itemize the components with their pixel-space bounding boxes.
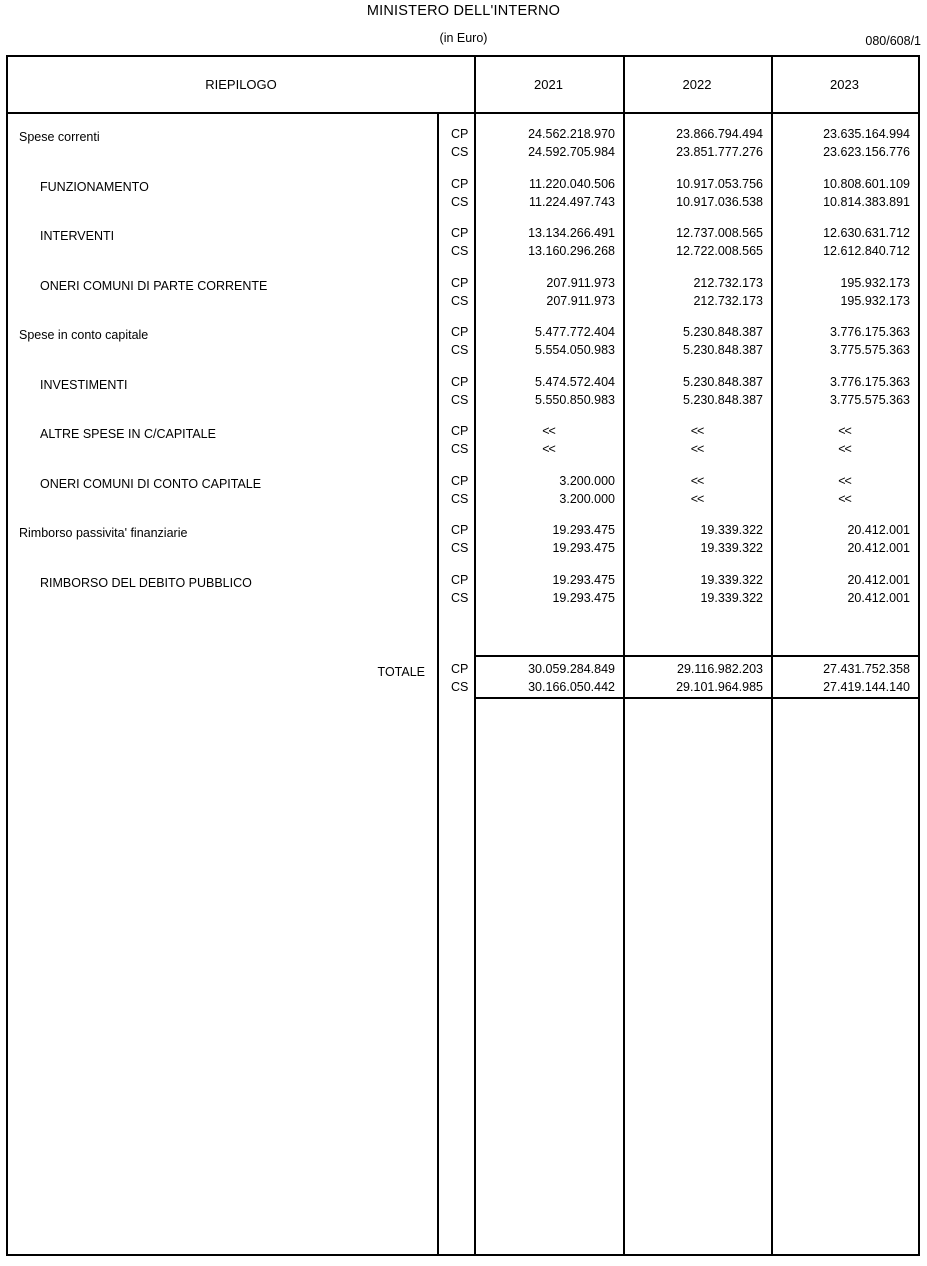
cell-cs-y2022: 12.722.008.565	[676, 244, 763, 258]
cell-cp-y2023: 20.412.001	[847, 523, 910, 537]
row-tag-cp: CP	[451, 226, 469, 240]
table-row	[8, 124, 918, 162]
cell-cs-y2021: 11.224.497.743	[529, 194, 615, 209]
cell-cs-y2022: 29.101.964.985	[676, 680, 763, 694]
table-total-row	[8, 659, 918, 697]
cell-cs-y2021: <<	[542, 442, 555, 456]
total-label: TOTALE	[377, 665, 425, 679]
cell-cs-y2022: <<	[690, 491, 704, 506]
cell-cs-y2022: 19.339.322	[700, 590, 763, 605]
cell-cp-y2022: 19.339.322	[700, 572, 763, 587]
cell-cp-y2022: 10.917.053.756	[676, 176, 763, 191]
table-row	[8, 520, 918, 558]
row-tag-cs: CS	[451, 491, 469, 506]
cell-cp-y2021: 13.134.266.491	[528, 226, 615, 240]
total-row-top-rule	[474, 655, 918, 657]
table-row	[8, 322, 918, 360]
cell-cp-y2022: 5.230.848.387	[683, 374, 763, 389]
row-tag-cs: CS	[451, 244, 469, 258]
table-header-row	[8, 57, 918, 114]
cell-cs-y2021: 5.554.050.983	[535, 343, 615, 357]
table-row	[8, 174, 918, 212]
cell-cp-y2021: 11.220.040.506	[529, 176, 615, 191]
cell-cs-y2023: 10.814.383.891	[823, 194, 910, 209]
cell-cs-y2021: 24.592.705.984	[528, 145, 615, 159]
cell-cs-y2023: <<	[838, 442, 851, 456]
cell-cs-y2022: 23.851.777.276	[676, 145, 763, 159]
row-label: ONERI COMUNI DI CONTO CAPITALE	[40, 476, 262, 491]
cell-cp-y2023: <<	[838, 473, 851, 488]
budget-summary-table	[6, 55, 920, 1256]
row-tag-cs: CS	[451, 590, 469, 605]
cell-cs-y2022: 19.339.322	[700, 541, 763, 555]
column-header-2021: 2021	[534, 77, 563, 92]
row-label: Rimborso passivita' finanziarie	[19, 526, 188, 540]
cell-cs-y2023: 20.412.001	[847, 541, 910, 555]
table-row	[8, 372, 918, 410]
row-label: ALTRE SPESE IN C/CAPITALE	[40, 427, 216, 441]
row-tag-cp: CP	[451, 325, 469, 339]
cell-cs-y2022: 5.230.848.387	[683, 343, 763, 357]
row-tag-cs: CS	[451, 194, 469, 209]
cell-cs-y2023: 3.775.575.363	[830, 392, 910, 407]
cell-cs-y2022: 212.732.173	[693, 293, 763, 308]
table-body	[8, 114, 918, 1254]
column-header-riepilogo: RIEPILOGO	[205, 77, 277, 92]
table-row	[8, 570, 918, 608]
cell-cs-y2021: 13.160.296.268	[528, 244, 615, 258]
row-tag-cs: CS	[451, 680, 469, 694]
cell-cp-y2023: 23.635.164.994	[823, 127, 910, 141]
cell-cp-y2022: 5.230.848.387	[683, 325, 763, 339]
row-tag-cp: CP	[451, 572, 469, 587]
cell-cs-y2022: <<	[690, 442, 704, 456]
row-tag-cp: CP	[451, 424, 469, 438]
cell-cp-y2022: 23.866.794.494	[676, 127, 763, 141]
cell-cs-y2021: 5.550.850.983	[535, 392, 615, 407]
row-tag-cs: CS	[451, 145, 469, 159]
row-label: INTERVENTI	[40, 229, 115, 243]
column-header-2022: 2022	[682, 77, 712, 92]
cell-cp-y2023: 3.776.175.363	[830, 374, 910, 389]
total-row-bottom-rule	[474, 697, 918, 699]
page-code: 080/608/1	[865, 34, 921, 48]
cell-cp-y2022: 29.116.982.203	[677, 662, 763, 676]
cell-cs-y2022: 5.230.848.387	[683, 392, 763, 407]
table-row	[8, 471, 918, 509]
cell-cs-y2021: 30.166.050.442	[528, 680, 615, 694]
cell-cp-y2023: 10.808.601.109	[823, 176, 910, 191]
row-tag-cs: CS	[451, 343, 469, 357]
table-row	[8, 421, 918, 459]
row-tag-cs: CS	[451, 541, 469, 555]
cell-cp-y2023: 12.630.631.712	[823, 226, 910, 240]
row-tag-cp: CP	[451, 523, 469, 537]
cell-cs-y2023: <<	[838, 491, 851, 506]
cell-cs-y2023: 12.612.840.712	[823, 244, 910, 258]
row-tag-cp: CP	[451, 473, 469, 488]
currency-note: (in Euro)	[439, 31, 488, 45]
table-row	[8, 223, 918, 261]
row-label: INVESTIMENTI	[40, 377, 128, 392]
cell-cp-y2021: 30.059.284.849	[528, 662, 615, 676]
document-header	[0, 0, 927, 54]
cell-cs-y2023: 195.932.173	[840, 293, 910, 308]
row-label: Spese correnti	[19, 130, 100, 144]
cell-cs-y2021: 19.293.475	[552, 590, 615, 605]
cell-cp-y2021: 3.200.000	[559, 473, 615, 488]
column-header-2023: 2023	[830, 77, 859, 92]
row-tag-cp: CP	[451, 176, 469, 191]
row-label: ONERI COMUNI DI PARTE CORRENTE	[40, 278, 268, 293]
cell-cs-y2022: 10.917.036.538	[676, 194, 763, 209]
row-tag-cp: CP	[451, 275, 469, 290]
row-tag-cs: CS	[451, 442, 469, 456]
cell-cs-y2023: 23.623.156.776	[823, 145, 910, 159]
cell-cp-y2022: <<	[690, 424, 704, 438]
cell-cp-y2023: <<	[838, 424, 851, 438]
cell-cp-y2021: <<	[542, 424, 555, 438]
cell-cp-y2021: 19.293.475	[552, 572, 615, 587]
cell-cs-y2021: 19.293.475	[552, 541, 615, 555]
cell-cs-y2023: 27.419.144.140	[823, 680, 910, 694]
table-row	[8, 273, 918, 311]
cell-cp-y2021: 5.474.572.404	[535, 374, 615, 389]
row-tag-cp: CP	[451, 127, 469, 141]
cell-cp-y2022: 12.737.008.565	[676, 226, 763, 240]
cell-cp-y2022: 212.732.173	[693, 275, 763, 290]
row-label: RIMBORSO DEL DEBITO PUBBLICO	[40, 575, 252, 590]
cell-cs-y2021: 3.200.000	[559, 491, 615, 506]
row-tag-cs: CS	[451, 293, 469, 308]
row-label: FUNZIONAMENTO	[40, 179, 149, 194]
cell-cp-y2021: 5.477.772.404	[535, 325, 615, 339]
cell-cs-y2021: 207.911.973	[546, 293, 615, 308]
cell-cs-y2023: 20.412.001	[847, 590, 910, 605]
row-tag-cp: CP	[451, 374, 469, 389]
cell-cp-y2023: 195.932.173	[840, 275, 910, 290]
page-title: MINISTERO DELL'INTERNO	[366, 3, 561, 19]
cell-cp-y2022: 19.339.322	[700, 523, 763, 537]
cell-cp-y2023: 20.412.001	[847, 572, 910, 587]
row-tag-cs: CS	[451, 392, 469, 407]
cell-cs-y2023: 3.775.575.363	[830, 343, 910, 357]
cell-cp-y2023: 3.776.175.363	[830, 325, 910, 339]
cell-cp-y2023: 27.431.752.358	[823, 662, 910, 676]
cell-cp-y2021: 24.562.218.970	[528, 127, 615, 141]
row-tag-cp: CP	[451, 662, 469, 676]
cell-cp-y2022: <<	[690, 473, 704, 488]
row-label: Spese in conto capitale	[19, 328, 149, 342]
cell-cp-y2021: 207.911.973	[546, 275, 615, 290]
cell-cp-y2021: 19.293.475	[552, 523, 615, 537]
